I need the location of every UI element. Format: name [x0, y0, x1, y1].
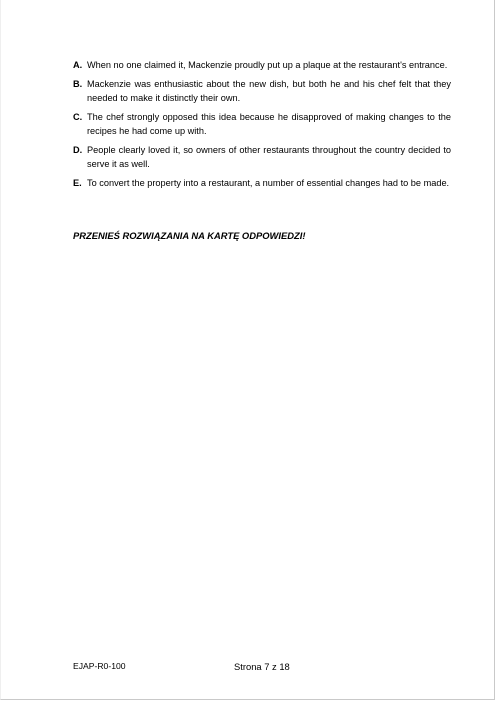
option-text: When no one claimed it, Mackenzie proudly put up a plaque at the restaurant's entrance.: [87, 60, 448, 70]
option-text: Mackenzie was enthusiastic about the new dish, but both he and his chef felt that they needed to make it distinctly their own.: [87, 79, 451, 103]
option-c: [73, 110, 451, 138]
option-b: [73, 77, 451, 105]
option-letter: E.: [73, 178, 82, 188]
option-text: The chef strongly opposed this idea because he disapproved of making changes to the recipes he had come up with.: [87, 112, 451, 136]
option-letter: C.: [73, 112, 83, 122]
page-number: Strona 7 z 18: [234, 661, 290, 672]
option-letter: B.: [73, 79, 83, 89]
option-a: [73, 58, 451, 72]
option-text: People clearly loved it, so owners of other restaurants throughout the country decided to serve it as well.: [87, 145, 451, 169]
answer-options: [73, 58, 451, 195]
option-d: [73, 143, 451, 171]
option-letter: A.: [73, 60, 83, 70]
option-text: To convert the property into a restaurant, a number of essential changes had to be made.: [87, 178, 450, 188]
option-e: [73, 176, 451, 190]
exam-code: EJAP-R0-100: [73, 661, 126, 671]
transfer-instruction: PRZENIEŚ ROZWIĄZANIA NA KARTĘ ODPOWIEDZI!: [73, 230, 306, 241]
option-letter: D.: [73, 145, 83, 155]
